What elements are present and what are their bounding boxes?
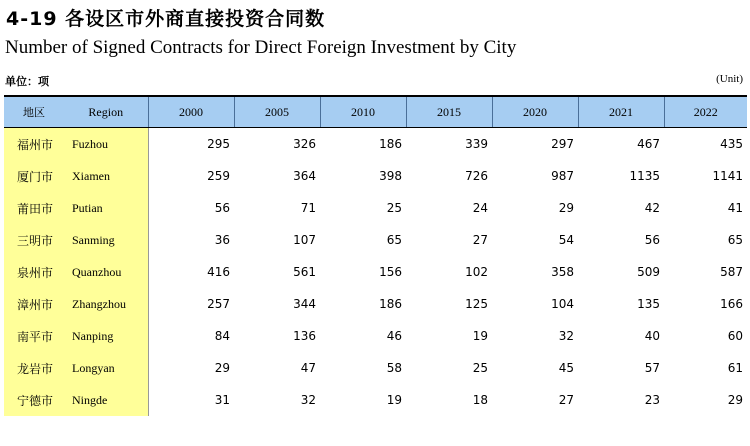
table-row [4, 224, 747, 256]
region-name-cn: 宁德市 [4, 384, 64, 416]
unit-label-en: (Unit) [716, 73, 743, 85]
table-header-row [4, 96, 747, 128]
page-title-en: Number of Signed Contracts for Direct Foreign Investment by City [5, 37, 517, 58]
value-cell: 257 [207, 297, 230, 311]
region-name-cn: 莆田市 [4, 192, 64, 224]
value-cell: 166 [720, 297, 743, 311]
value-cell: 84 [214, 329, 230, 343]
value-cell: 56 [214, 201, 230, 215]
header-year: 2015 [406, 96, 492, 128]
value-cell: 24 [472, 201, 488, 215]
value-cell: 136 [293, 329, 316, 343]
value-cell: 47 [300, 361, 316, 375]
region-name-cn: 泉州市 [4, 256, 64, 288]
value-cell: 56 [644, 233, 660, 247]
header-year: 2022 [664, 96, 747, 128]
header-year: 2005 [234, 96, 320, 128]
value-cell: 25 [472, 361, 488, 375]
value-cell: 40 [644, 329, 660, 343]
region-name-en: Xiamen [64, 160, 148, 192]
table-row [4, 384, 747, 416]
value-cell: 156 [379, 265, 402, 279]
value-cell: 46 [386, 329, 402, 343]
value-cell: 29 [558, 201, 574, 215]
value-cell: 61 [727, 361, 743, 375]
region-name-cn: 漳州市 [4, 288, 64, 320]
value-cell: 60 [727, 329, 743, 343]
table-row [4, 288, 747, 320]
value-cell: 41 [727, 201, 743, 215]
value-cell: 467 [637, 137, 660, 151]
region-name-en: Fuzhou [64, 128, 148, 161]
value-cell: 435 [720, 137, 743, 151]
value-cell: 726 [465, 169, 488, 183]
value-cell: 358 [551, 265, 574, 279]
region-name-en: Zhangzhou [64, 288, 148, 320]
value-cell: 29 [727, 393, 743, 407]
table-row [4, 320, 747, 352]
value-cell: 259 [207, 169, 230, 183]
table-row [4, 352, 747, 384]
value-cell: 29 [214, 361, 230, 375]
region-name-cn: 厦门市 [4, 160, 64, 192]
value-cell: 344 [293, 297, 316, 311]
value-cell: 19 [386, 393, 402, 407]
region-name-cn: 南平市 [4, 320, 64, 352]
value-cell: 186 [379, 137, 402, 151]
value-cell: 42 [644, 201, 660, 215]
value-cell: 295 [207, 137, 230, 151]
value-cell: 58 [386, 361, 402, 375]
value-cell: 561 [293, 265, 316, 279]
value-cell: 509 [637, 265, 660, 279]
value-cell: 987 [551, 169, 574, 183]
table-body [4, 128, 747, 417]
value-cell: 65 [386, 233, 402, 247]
region-name-en: Quanzhou [64, 256, 148, 288]
value-cell: 104 [551, 297, 574, 311]
header-year: 2010 [320, 96, 406, 128]
value-cell: 107 [293, 233, 316, 247]
value-cell: 364 [293, 169, 316, 183]
value-cell: 32 [558, 329, 574, 343]
region-name-cn: 三明市 [4, 224, 64, 256]
region-name-en: Sanming [64, 224, 148, 256]
value-cell: 416 [207, 265, 230, 279]
value-cell: 27 [472, 233, 488, 247]
value-cell: 71 [300, 201, 316, 215]
value-cell: 45 [558, 361, 574, 375]
region-name-cn: 福州市 [4, 128, 64, 161]
header-year: 2000 [148, 96, 234, 128]
value-cell: 54 [558, 233, 574, 247]
value-cell: 36 [214, 233, 230, 247]
region-name-cn: 龙岩市 [4, 352, 64, 384]
value-cell: 65 [727, 233, 743, 247]
header-year: 2020 [492, 96, 578, 128]
region-name-en: Longyan [64, 352, 148, 384]
page-title-cn: 4-19 各设区市外商直接投资合同数 [6, 8, 326, 30]
header-region-cn: 地区 [4, 96, 64, 128]
unit-label-cn: 单位：项 [5, 75, 49, 88]
region-name-en: Ningde [64, 384, 148, 416]
value-cell: 186 [379, 297, 402, 311]
value-cell: 25 [386, 201, 402, 215]
region-name-en: Nanping [64, 320, 148, 352]
value-cell: 125 [465, 297, 488, 311]
region-name-en: Putian [64, 192, 148, 224]
value-cell: 57 [644, 361, 660, 375]
header-year: 2021 [578, 96, 664, 128]
header-region-en: Region [64, 96, 148, 128]
value-cell: 27 [558, 393, 574, 407]
value-cell: 135 [637, 297, 660, 311]
data-table [4, 95, 747, 416]
value-cell: 102 [465, 265, 488, 279]
value-cell: 31 [214, 393, 230, 407]
value-cell: 297 [551, 137, 574, 151]
table-row [4, 256, 747, 288]
value-cell: 398 [379, 169, 402, 183]
table-row [4, 192, 747, 224]
value-cell: 326 [293, 137, 316, 151]
table-row [4, 128, 747, 161]
value-cell: 32 [300, 393, 316, 407]
value-cell: 1135 [629, 169, 660, 183]
table-row [4, 160, 747, 192]
value-cell: 23 [644, 393, 660, 407]
value-cell: 1141 [712, 169, 743, 183]
value-cell: 19 [472, 329, 488, 343]
value-cell: 18 [472, 393, 488, 407]
value-cell: 587 [720, 265, 743, 279]
value-cell: 339 [465, 137, 488, 151]
